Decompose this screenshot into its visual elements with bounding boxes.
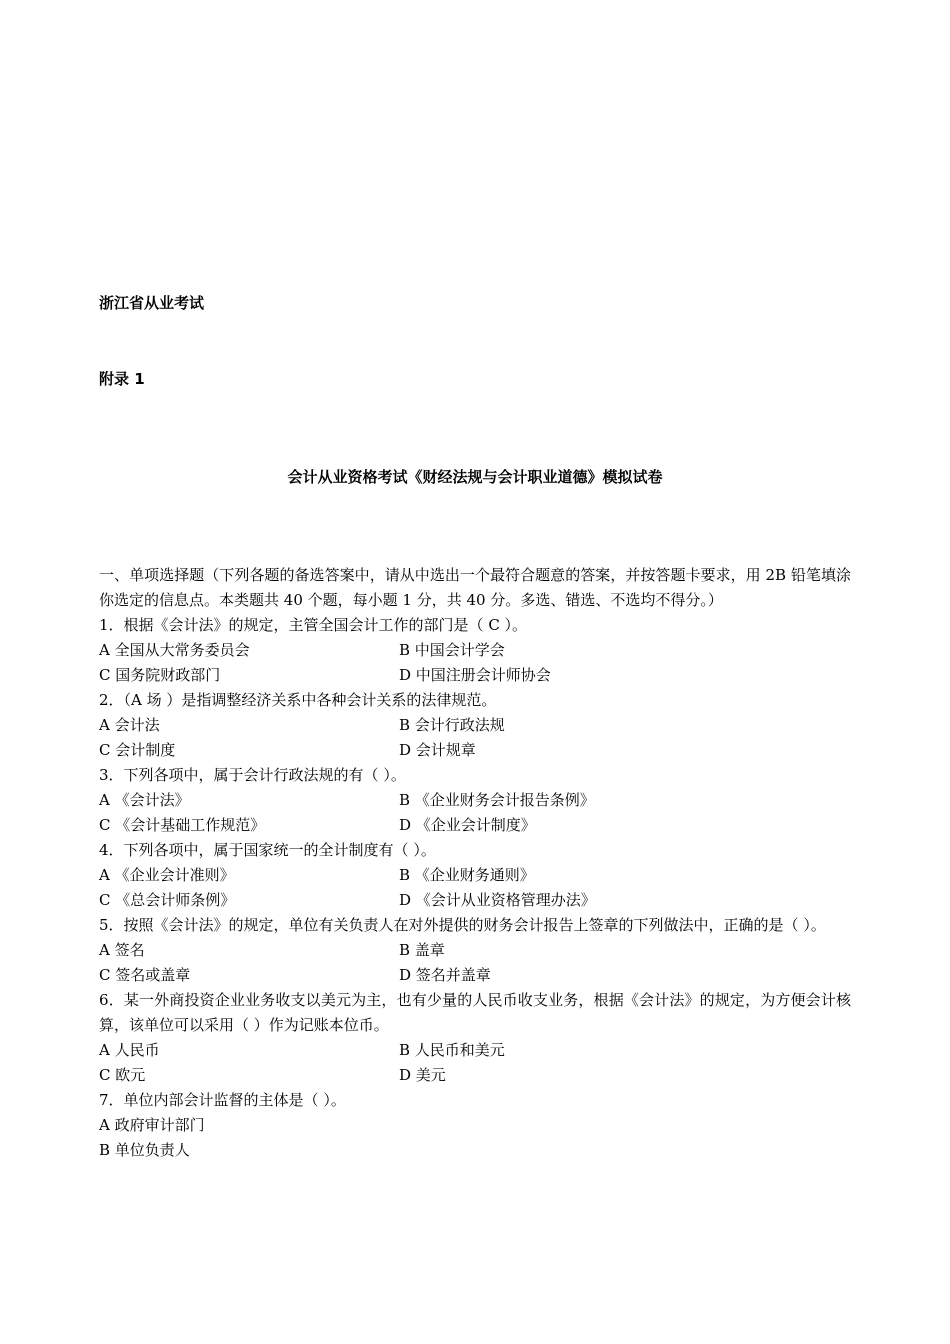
option-a: A 会计法: [99, 716, 160, 734]
option-d: D 签名并盖章: [399, 966, 491, 984]
question-5-stem: 5．按照《会计法》的规定，单位有关负责人在对外提供的财务会计报告上签章的下列做法中，正确的是（ ）。: [99, 916, 826, 934]
question-4-options-row-2: [99, 888, 851, 913]
option-c: C 《会计基础工作规范》: [99, 816, 266, 834]
option-b: B 盖章: [399, 941, 445, 959]
option-d: D 会计规章: [399, 741, 476, 759]
option-c: C 会计制度: [99, 741, 176, 759]
option-d: D 《企业会计制度》: [399, 816, 536, 834]
option-c: C 《总会计师条例》: [99, 891, 236, 909]
question-7-stem: 7．单位内部会计监督的主体是（ ）。: [99, 1091, 346, 1109]
appendix-heading: 附录 1: [99, 370, 145, 388]
option-b: B 人民币和美元: [399, 1041, 505, 1059]
question-6-options-row-2: [99, 1063, 851, 1088]
question-5-options-row-2: [99, 963, 851, 988]
section-instructions: 一、单项选择题（下列各题的备选答案中，请从中选出一个最符合题意的答案，并按答题卡要求，用 2B 铅笔填涂你选定的信息点。本类题共 40 个题，每小题 1 分，共 40 分。多选、错选、不选均不得分。）: [99, 566, 851, 609]
question-2-options-row-1: [99, 713, 851, 738]
option-b: B 《企业财务会计报告条例》: [399, 791, 595, 809]
question-1-stem: 1．根据《会计法》的规定，主管全国会计工作的部门是（ C ）。: [99, 616, 528, 634]
question-4-options-row-1: [99, 863, 851, 888]
option-a: A 签名: [99, 941, 145, 959]
question-2-stem: 2．（A 场 ）是指调整经济关系中各种会计关系的法律规范。: [99, 691, 497, 709]
question-1-options-row-1: [99, 638, 851, 663]
option-a: A 人民币: [99, 1041, 160, 1059]
exam-title: 会计从业资格考试《财经法规与会计职业道德》模拟试卷: [287, 468, 663, 486]
option-a: A 《会计法》: [99, 791, 190, 809]
question-2-options-row-2: [99, 738, 851, 763]
option-c: C 欧元: [99, 1066, 146, 1084]
option-b: B 单位负责人: [99, 1141, 190, 1159]
option-a: A 政府审计部门: [99, 1116, 205, 1134]
option-d: D 美元: [399, 1066, 446, 1084]
option-b: B 中国会计学会: [399, 641, 505, 659]
question-3-options-row-2: [99, 813, 851, 838]
option-d: D 中国注册会计师协会: [399, 666, 551, 684]
option-a: A 全国从大常务委员会: [99, 641, 250, 659]
option-b: B 会计行政法规: [399, 716, 505, 734]
question-3-options-row-1: [99, 788, 851, 813]
question-section: [99, 563, 851, 1163]
question-4-stem: 4．下列各项中，属于国家统一的全计制度有（ ）。: [99, 841, 436, 859]
question-3-stem: 3．下列各项中，属于会计行政法规的有（ ）。: [99, 766, 406, 784]
question-1-options-row-2: [99, 663, 851, 688]
option-a: A 《企业会计准则》: [99, 866, 235, 884]
option-c: C 国务院财政部门: [99, 666, 221, 684]
option-d: D 《会计从业资格管理办法》: [399, 891, 596, 909]
question-6-stem: 6．某一外商投资企业业务收支以美元为主，也有少量的人民币收支业务，根据《会计法》的规定，为方便会计核算，该单位可以采用（ ）作为记账本位币。: [99, 991, 851, 1034]
org-heading: 浙江省从业考试: [99, 294, 205, 312]
question-5-options-row-1: [99, 938, 851, 963]
option-b: B 《企业财务通则》: [399, 866, 535, 884]
question-6-options-row-1: [99, 1038, 851, 1063]
option-c: C 签名或盖章: [99, 966, 191, 984]
